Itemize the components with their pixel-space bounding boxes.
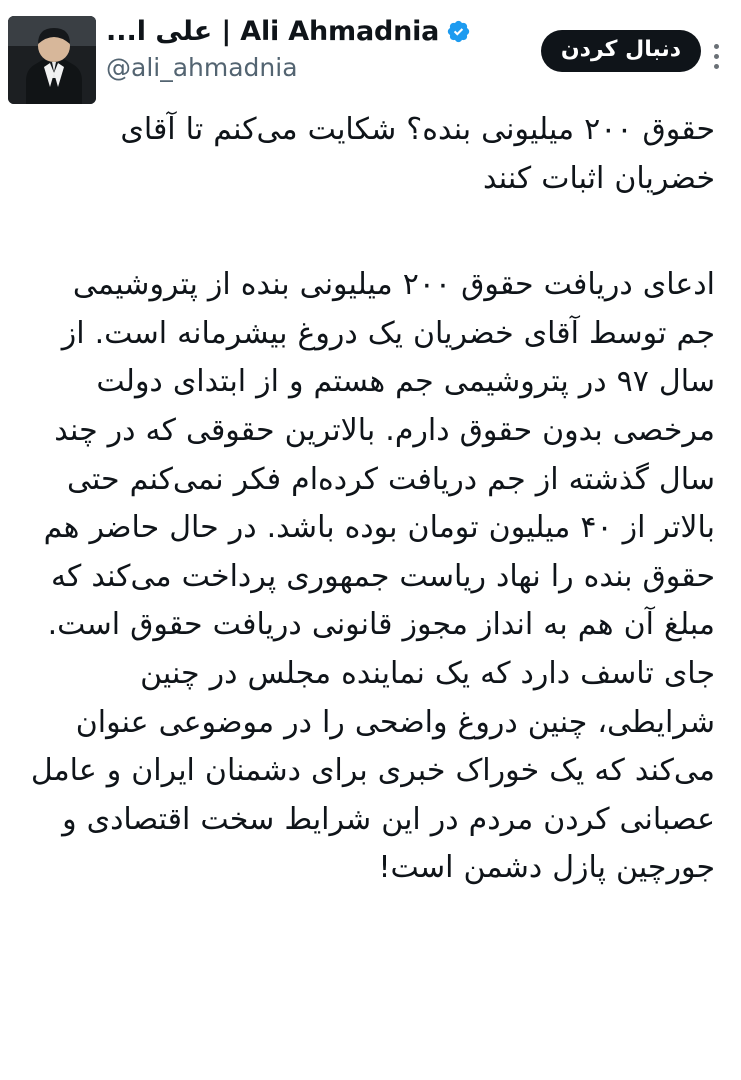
more-dot xyxy=(714,44,719,49)
more-options-icon[interactable] xyxy=(703,36,729,76)
more-dot xyxy=(714,54,719,59)
verified-badge-icon xyxy=(446,19,471,44)
account-name-block xyxy=(96,14,541,83)
account-handle: @ali_ahmadnia xyxy=(106,53,298,83)
tweet-text-body: ادعای دریافت حقوق ۲۰۰ میلیونی بنده از پتروشیمی جم توسط آقای خضریان یک دروغ بیشرمانه است. از سال ۹۷ در پتروشیمی جم هستم و از ابتدای دولت مرخصی بدون حقوق دارم. بالاترین حقوقی که در چند سال گذشته از جم دریافت کرده‌ام فکر نمی‌کنم حتی بالاتر از ۴۰ میلیون تومان بوده باشد. در حال حاضر هم حقوق بنده را نهاد ریاست جمهوری پرداخت می‌کند که مبلغ آن هم به انداز مجوز قانونی دریافت حقوق است. جای تاسف دارد که یک نماینده مجلس در چنین شرایطی، چنین دروغ واضحی را در موضوعی عنوان می‌کند که یک خوراک خبری برای دشمنان ایران و عامل عصبانی کردن مردم در این شرایط سخت اقتصادی و جورچین پازل دشمن است! xyxy=(30,267,715,886)
display-name-line xyxy=(106,16,471,47)
follow-button[interactable]: دنبال کردن xyxy=(541,30,701,72)
avatar[interactable] xyxy=(8,16,96,104)
tweet-header xyxy=(0,0,741,100)
more-dot xyxy=(714,64,719,69)
display-name: Ali Ahmadnia | علی ا... xyxy=(106,16,440,47)
tweet-text-headline: حقوق ۲۰۰ میلیونی بنده؟ شکایت می‌کنم تا آقای خضریان اثبات کنند xyxy=(120,112,715,196)
tweet-body xyxy=(0,100,741,893)
